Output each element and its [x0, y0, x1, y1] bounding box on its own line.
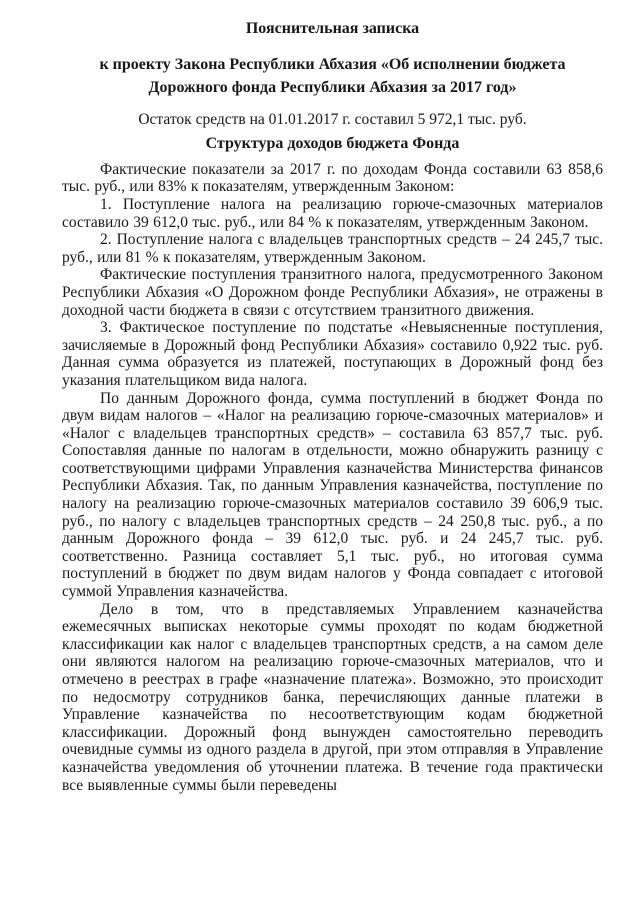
doc-title: Пояснительная записка	[245, 20, 420, 37]
paragraph-unidentified-receipts: 3. Фактическое поступление по подстатье «Невыясненные поступления, зачисляемые в Дорожный фонд Республики Абхазия» составило 0,922 тыс. руб. Данная сумма образуется из платежей, поступающих в Дорожный фонд без указания плательщиком вида налога.	[62, 319, 603, 389]
paragraph-vehicle-tax: 2. Поступление налога с владельцев транспортных средств – 24 245,7 тыс. руб., или 81 % к показателям, утвержденным Законом.	[62, 231, 603, 266]
paragraph-fuel-tax: 1. Поступление налога на реализацию горюче-смазочных материалов составило 39 612,0 тыс. руб., или 84 % к показателям, утвержденным Законом.	[62, 195, 603, 231]
doc-subtitle: к проекту Закона Республики Абхазия «Об исполнении бюджета Дорожного фонда Республики Абхазия за 2017 год»	[99, 55, 566, 96]
paragraph-fund-vs-treasury: По данным Дорожного фонда, сумма поступлений в бюджет Фонда по двум видам налогов – «Налог на реализацию горюче-смазочных материалов» и «Налог с владельцев транспортных средств» – составила 63 857,7 тыс. руб. Сопоставляя данные по налогам в отдельности, можно обнаружить разницу с соответствующими цифрами Управления казначейства Министерства финансов Республики Абхазия. Так, по данным Управления казначейства, поступление по налогу на реализацию горюче-смазочных материалов составило 39 606,9 тыс. руб., по налогу с владельцев транспортных средств – 24 250,8 тыс. руб., а по данным Дорожного фонда – 39 612,0 тыс. руб. и 24 245,7 тыс. руб. соответственно. Разница составляет 5,1 тыс. руб., но итоговая сумма поступлений в бюджет по двум видам налогов у Фонда совпадает с итоговой суммой Управления казначейства.	[62, 389, 603, 601]
paragraph-classification-explanation: Дело в том, что в представляемых Управлением казначейства ежемесячных выписках некоторые суммы проходят по кодам бюджетной классификации как налог с владельцев транспортных средств, а на самом деле они являются налогом на реализацию горюче-смазочных материалов, что и отмечено в реестрах в графе «назначение платежа». Возможно, это происходит по недосмотру сотрудников банка, перечисляющих данные платежи в Управление казначейства по несоответствующим кодам бюджетной классификации. Дорожный фонд вынужден самостоятельно переводить очевидные суммы из одного раздела в другой, при этом отправляя в Управление казначейства уведомления об уточнении платежа. В течение года практически все выявленные суммы были переведены	[62, 600, 603, 794]
paragraph-transit-tax: Фактические поступления транзитного налога, предусмотренного Законом Республики Абхазия «О Дорожном фонде Республики Абхазия», не отражены в доходной части бюджета в связи с отсутствием транзитного движения.	[62, 266, 603, 319]
paragraph-revenue-total: Фактические показатели за 2017 г. по доходам Фонда составили 63 858,6 тыс. руб., или 83% к показателям, утвержденным Законом:	[62, 160, 603, 196]
section-heading: Структура доходов бюджета Фонда	[205, 135, 460, 153]
opening-balance-line: Остаток средств на 01.01.2017 г. составил 5 972,1 тыс. руб.	[138, 110, 527, 128]
